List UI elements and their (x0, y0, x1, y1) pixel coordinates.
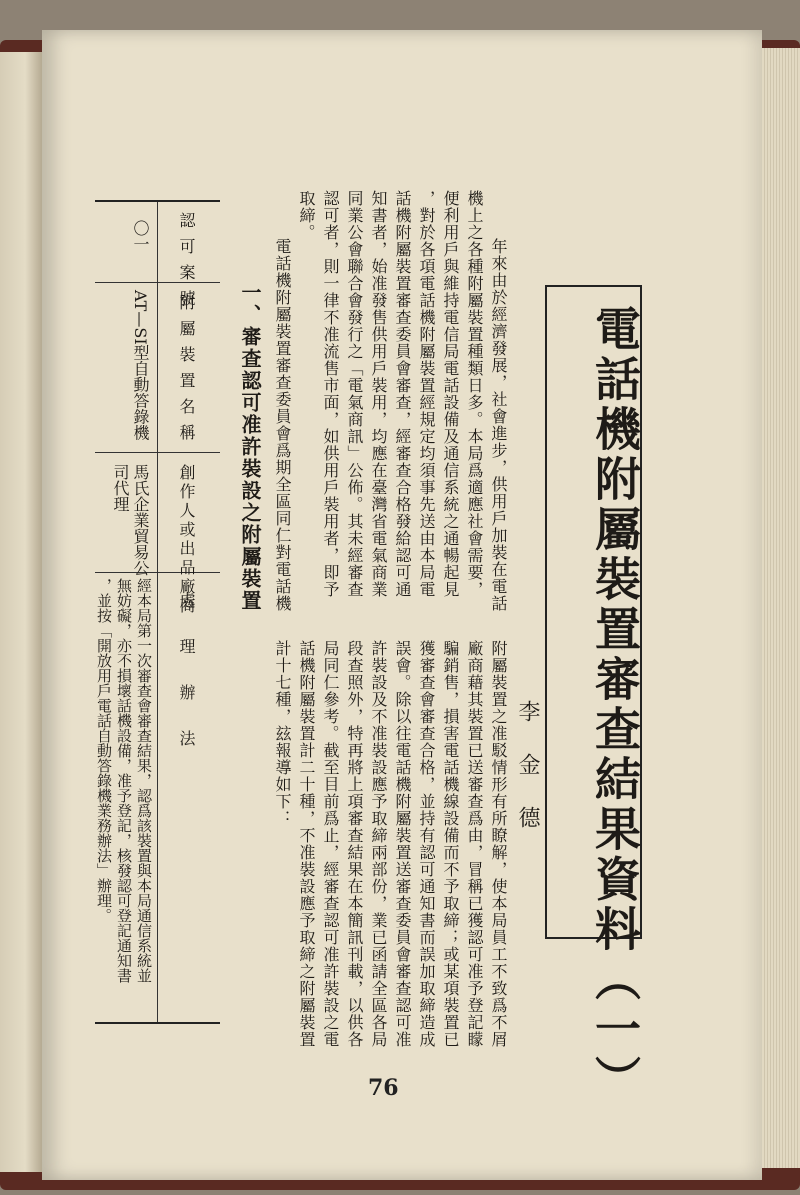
table-rule (95, 452, 220, 453)
header-case-no: 認可案號 (177, 212, 196, 316)
page-edges (762, 48, 800, 1168)
page-number: 76 (368, 1075, 399, 1101)
text-column: ，對於各項電話機附屬裝置經規定均須事先送由本局電 (417, 190, 436, 598)
header-handling: 處理辦法 (177, 592, 196, 776)
header-device-name: 附屬裝置名稱 (177, 294, 196, 450)
left-page-edge (0, 52, 42, 1172)
text-column: 年來由於經濟發展，社會進步，供用戶加裝在電話 (489, 238, 508, 612)
text-column: 話機附屬裝置審查委員會審查，經審查合格發給認可通 (393, 190, 412, 598)
table-row-handling: 無妨礙，亦不損壞話機設備，准予登記，核發認可登記通知書 (115, 578, 133, 983)
text-column: 話機附屬裝置計二十種，不准裝設應予取締之附屬裝置 (297, 640, 316, 1048)
table-row-device-name: AT—SI型自動答錄機 (131, 290, 150, 441)
text-column: 機上之各種附屬裝置種類日多。本局爲適應社會需要， (465, 190, 484, 598)
section-heading: 一、審查認可准許裝設之附屬裝置 (238, 282, 262, 612)
text-column: 取締。 (297, 190, 316, 241)
text-column: 電話機附屬裝置審查委員會爲期全區同仁對電話機 (273, 238, 292, 612)
text-column: 段查照外，特再將上項審查結果在本簡訊刊載，以供各 (345, 640, 364, 1048)
header-maker: 創作人或出品廠商 (177, 464, 196, 616)
table-row-maker: 馬氏企業貿易公 (131, 464, 150, 576)
page-title: 電話機附屬裝置審查結果資料（一） (588, 305, 642, 1105)
text-column: 計十七種，玆報導如下： (273, 640, 292, 827)
text-column: 同業公會聯合會發行之「電氣商訊」公佈。其未經審查 (345, 190, 364, 598)
text-column: 局同仁參考。截至目前爲止，經審查認可准許裝設之電 (321, 640, 340, 1048)
text-column: 便利用戶與維持電信局電話設備及通信系統之通暢起見 (441, 190, 460, 598)
text-column: 許裝設及不准裝設應予取締兩部份，業已函請全區各局 (369, 640, 388, 1048)
table-row-handling: ，並按「開放用戶電話自動答錄機業務辦法」辦理。 (95, 578, 113, 923)
text-column: 騙銷售，損害電話機線設備而不予取締；或某項裝置已 (441, 640, 460, 1048)
text-column: 知書者，始准發售供用戶裝用，均應在臺灣省電氣商業 (369, 190, 388, 598)
text-column: 獲審查會審查合格，並持有認可通知書而誤加取締造成 (417, 640, 436, 1048)
text-column: 認可者，則一律不准流售市面，如供用戶裝用者，即予 (321, 190, 340, 598)
table-row-case-no: 〇一 (131, 220, 150, 252)
text-column: 附屬裝置之准駁情形有所瞭解，使本局員工不致爲不屑 (489, 640, 508, 1048)
table-rule (95, 282, 220, 283)
author-name: 李 金 德 (515, 700, 540, 840)
table-rule (157, 202, 158, 1022)
text-column: 誤會。除以往電話機附屬裝置送審查委員會審查認可准 (393, 640, 412, 1048)
table-row-handling: 經本局第一次審查會審查結果，認爲該裝置與本局通信系統並 (135, 578, 153, 983)
table-rule (95, 572, 220, 573)
text-column: 廠商藉其裝置已送審查爲由，冒稱已獲認可准予登記矇 (465, 640, 484, 1048)
table-row-maker: 司代理 (111, 464, 130, 512)
